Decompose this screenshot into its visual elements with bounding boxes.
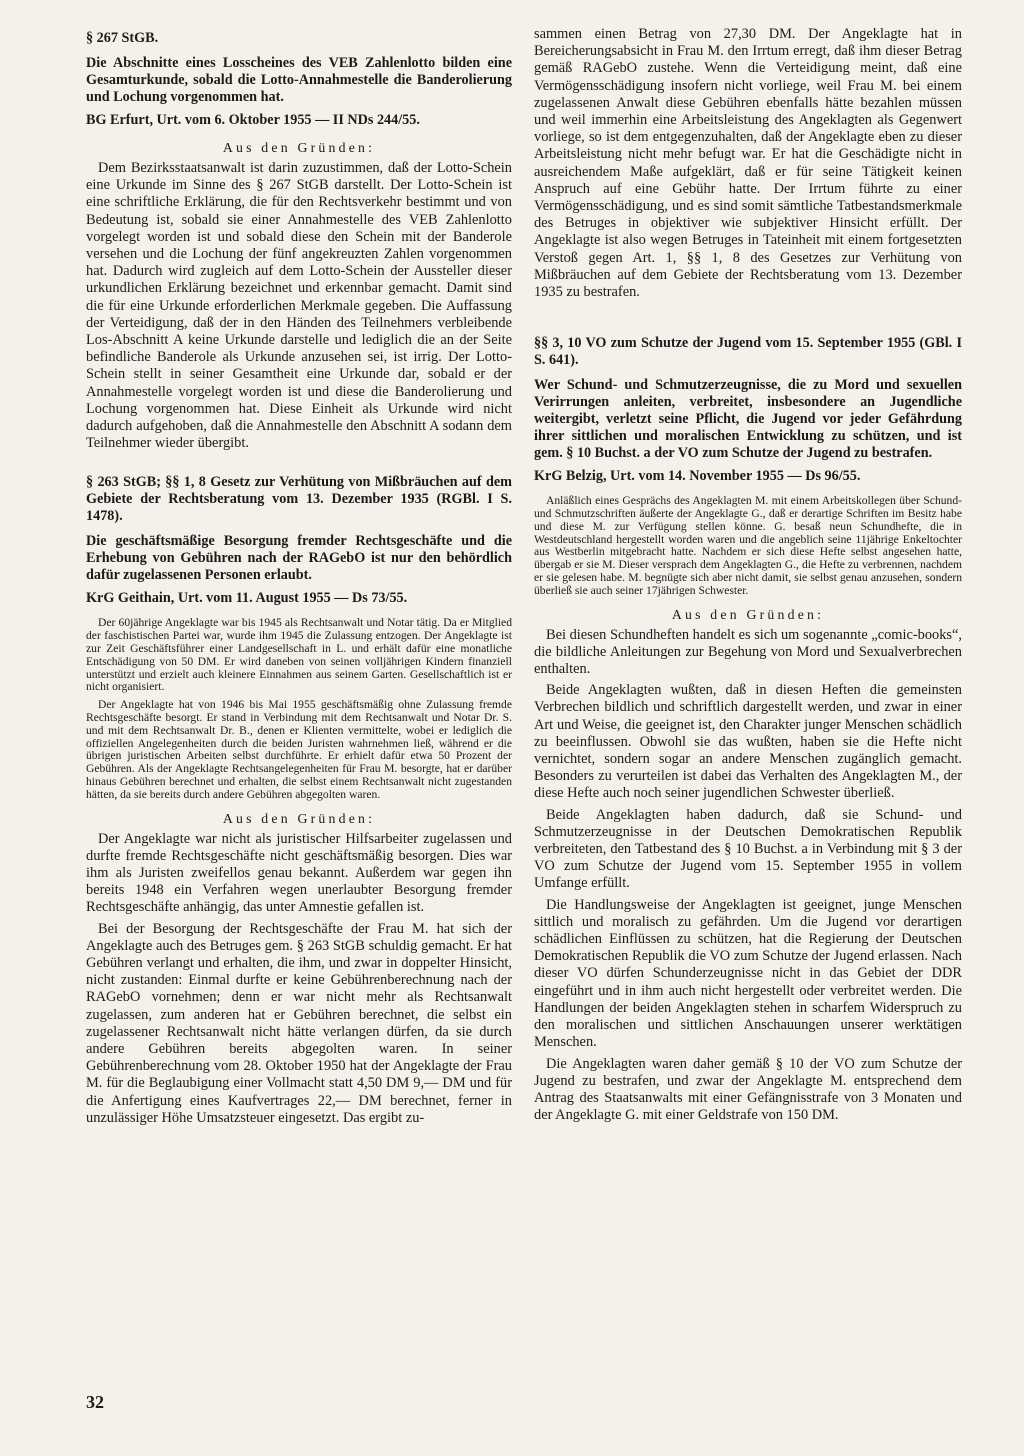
case3-paragraph-2: Beide Angeklagten wußten, daß in diesen Heften die gemeinsten Verbrechen bildlich und schriftlich dargestellt werden, und zwar in einer Art und Weise, die geeignet ist, den Charakter junger Menschen schädlich zu beeinflussen. Obwohl sie das wußten, haben sie die Hefte nicht vernichtet, sondern sogar an andere Menschen zugänglich gemacht. Besonders zu verurteilen ist dabei das Verhalten des Angeklagten M., der diese Hefte auch noch seiner jugendlichen Schwester überließ. [534, 682, 962, 802]
case2-paragraph-3: sammen einen Betrag von 27,30 DM. Der Angeklagte hat in Bereicherungsabsicht in Frau M. den Irrtum erregt, daß ihm dieser Betrag gemäß RAGebO zustehe. Wenn die Verteidigung meint, daß eine Vermögensschädigung insofern nicht vorliege, weil Frau M. bei einem zugelassenen Anwalt diese Gebühren ebenfalls hätte bezahlen müssen und weil immerhin eine Arbeitsleistung des Angeklagten als Gegenwert vorliege, so ist dem entgegenzuhalten, daß der Angeklagte eben zu dieser Arbeitsleistung nicht mehr befugt war. Er hat die Geschädigte nicht in ausreichendem Maße aufgeklärt, daß er für seine Tätigkeit keinen Anspruch auf eine Gebühr hatte. Der Irrtum führte zu einer Vermögensschädigung, und es sind somit sämtliche Tatbestandsmerkmale des Betruges in objektiver wie subjektiver Hinsicht erfüllt. Der Angeklagte ist also wegen Betruges in Tateinheit mit einem fortgesetzten Verstoß gegen Art. 1, §§ 1, 8 des Gesetzes zur Verhütung von Mißbräuchen auf dem Gebiete der Rechtsberatung vom 13. Dezember 1935 zu bestrafen. [534, 26, 962, 301]
case2-leitsatz: Die geschäftsmäßige Besorgung fremder Rechtsgeschäfte und die Erhebung von Gebühren nach der RAGebO ist nur den behördlich dafür zugelassenen Personen erlaubt. [86, 533, 512, 584]
case3-paragraph-4: Die Handlungsweise der Angeklagten ist geeignet, junge Menschen sittlich und moralisch zu gefährden. Um die Jugend vor derartigen schädlichen Einflüssen zu schützen, hat die Regierung der Deutschen Demokratischen Republik die VO zum Schutze der Jugend erlassen. Nach dieser VO dürfen Schunderzeugnisse nicht in das Gebiet der DDR eingeführt und in ihm auch nicht hergestellt oder verbreitet werden. Die Handlungen der beiden Angeklagten stehen in scharfem Widerspruch zu den moralischen und sittlichen Anschauungen unserer werktätigen Menschen. [534, 896, 962, 1051]
case1-citation: § 267 StGB. [86, 30, 159, 46]
right-column [534, 26, 962, 1128]
case3-court: KrG Belzig, Urt. vom 14. November 1955 — Ds 96/55. [534, 468, 861, 485]
case1-court: BG Erfurt, Urt. vom 6. Oktober 1955 — II NDs 244/55. [86, 112, 420, 128]
case2-paragraph-1: Der Angeklagte war nicht als juristischer Hilfsarbeiter zugelassen und durfte fremde Rechtsgeschäfte nicht geschäftsmäßig besorgen. Dies war ihm als Juristen zweifellos genau bekannt. Außerdem war gegen ihn bereits 1948 ein Verfahren wegen unerlaubter Besorgung fremder Rechtsgeschäfte anhängig, das unter Amnestie gefallen ist. [86, 830, 512, 916]
case3-paragraph-3: Beide Angeklagten haben dadurch, daß sie Schund- und Schmutzerzeugnisse in der Deutschen Demokratischen Republik verbreiteten, den Tatbestand des § 10 Buchst. a in Verbindung mit § 3 der VO zum Schutze der Jugend vom 15. September 1955 in vollem Umfange erfüllt. [534, 806, 962, 892]
case3-leitsatz: Wer Schund- und Schmutzerzeugnisse, die zu Mord und sexuellen Verirrungen anleiten, verbreitet, insbesondere an Jugendliche weitergibt, verletzt seine Pflicht, die Jugend vor jeder Gefährdung ihrer sittlichen und moralischen Entwicklung zu schützen, und ist gem. § 10 Buchst. a der VO zum Schutze der Jugend zu bestrafen. [534, 377, 962, 462]
page-number: 32 [86, 1392, 104, 1412]
case1-leitsatz: Die Abschnitte eines Losscheines des VEB Zahlenlotto bilden eine Gesamturkunde, sobald die Lotto-Annahmestelle die Banderolierung und Lochung vorgenommen hat. [86, 55, 512, 105]
case2-facts-2: Der Angeklagte hat von 1946 bis Mai 1955 geschäftsmäßig ohne Zulassung fremde Rechtsgeschäfte besorgt. Er stand in Verbindung mit dem Rechtsanwalt und Notar Dr. S. und mit dem Rechtsanwalt Dr. B., denen er Klienten vermittelte, wobei er lediglich die offiziellen Angelegenheiten durch die beiden Juristen wahrnehmen ließ, während er die übrigen juristischen Arbeiten selbst durchführte. Er erhielt dafür etwa 50 Prozent der Gebühren. Als der Angeklagte Rechtsangelegenheiten für Frau M. besorgte, hat er darüber hinaus Gebühren berechnet und erhalten, die selbst einem Rechtsanwalt nicht zugestanden hätten, da sie bereits durch andere Gebühren abgegolten waren. [86, 698, 512, 801]
left-column [86, 26, 512, 1131]
case3-facts: Anläßlich eines Gesprächs des Angeklagten M. mit einem Arbeitskollegen über Schund- und Schmutzschriften äußerte der Angeklagte G., daß er derartige Schriften im Besitz habe und diese M. zur Verfügung stellen könne. G. besaß neun Schundhefte, die in Westdeutschland hergestellt worden waren und die angeblich seine 11jährige Enkeltochter aus Westberlin mitgebracht hatte. Nachdem er sich diese Hefte selbst angesehen hatte, übergab er sie M. Dieser versprach dem Angeklagten G., die Hefte zu verbrennen, nachdem er sie gelesen habe. M. begnügte sich aber nicht damit, sie selbst genau anzusehen, sondern überließ sie auch seiner 17jährigen Schwester. [534, 494, 962, 597]
case3-citation: §§ 3, 10 VO zum Schutze der Jugend vom 15. September 1955 (GBl. I S. 641). [534, 335, 962, 369]
case1-paragraph: Dem Bezirksstaatsanwalt ist darin zuzustimmen, daß der Lotto-Schein eine Urkunde im Sinne des § 267 StGB darstellt. Der Lotto-Schein ist eine schriftliche Erklärung, die für den Rechtsverkehr bestimmt und von Bedeutung ist, sobald sie einer Annahmestelle des VEB Zahlenlotto vorgelegt worden ist und sobald diese den Schein mit der Banderole versehen und die Lochung der fünf angekreuzten Zahlen vorgenommen hat. Dadurch wird zugleich auf dem Lotto-Schein der Aussteller dieser urkundlichen Erklärung bezeichnet und erkennbar gemacht. Damit sind die für eine Urkunde erforderlichen Merkmale gegeben. Die Auffassung der Verteidigung, daß der in den Händen des Teilnehmers verbleibende Los-Abschnitt A keine Urkunde darstelle und lediglich die an der Seite befindliche Banderole als Urkunde anzusehen sei, ist irrig. Der Lotto-Schein stellt in seiner Gesamtheit eine Urkunde dar, sobald er der Annahmestelle vorgelegt worden ist und diese die Banderolierung und Lochung vorgenommen hat. Diese Einheit als Urkunde wird nicht dadurch aufgehoben, daß die Annahmestelle den Abschnitt A sodann dem Teilnehmer wieder übergibt. [86, 160, 512, 452]
case3-paragraph-1: Bei diesen Schundheften handelt es sich um sogenannte „comic-books“, die bildliche Anleitungen zur Begehung von Mord und Sexualverbrechen enthalten. [534, 626, 963, 678]
case3-paragraph-5: Die Angeklagten waren daher gemäß § 10 der VO zum Schutze der Jugend zu bestrafen, und zwar der Angeklagte M. entsprechend dem Antrag des Staatsanwalts mit einer Gefängnisstrafe von 3 Monaten und der Angeklagte G. mit einer Geldstrafe von 150 DM. [534, 1055, 962, 1124]
case1-heading: Aus den Gründen: [222, 140, 376, 155]
case2-paragraph-2: Bei der Besorgung der Rechtsgeschäfte der Frau M. hat sich der Angeklagte auch des Betruges gem. § 263 StGB schuldig gemacht. Er hat Gebühren verlangt und erhalten, die ihm, und zwar in doppelter Hinsicht, nicht zustanden: Einmal durfte er keine Gebührenberechnung nach der RAGebO vornehmen; denn er war nicht mehr als Rechtsanwalt zugelassen, zum anderen hat er Gebühren berechnet, die selbst ein zugelassener Rechtsanwalt nicht hätte verlangen dürfen, da sie durch andere Gebühren bereits abgegolten waren. In seiner Gebührenberechnung vom 28. Oktober 1950 hat der Angeklagte der Frau M. für die Beglaubigung einer Vollmacht statt 4,50 DM 9,— DM und für die Anfertigung eines Kaufvertrages 22,— DM berechnet, ferner in unzulässiger Höhe Umsatzsteuer eingesetzt. Das ergibt zu- [86, 920, 512, 1126]
case2-facts-1: Der 60jährige Angeklagte war bis 1945 als Rechtsanwalt und Notar tätig. Da er Mitglied der faschistischen Partei war, wurde ihm 1945 die Zulassung entzogen. Der Angeklagte ist zur Zeit Geschäftsführer einer Landgesellschaft in L. und erhält dafür eine monatliche Entschädigung von 50 DM. Er wird daneben von seinen volljährigen Kindern finanziell unterstützt und erzielt auch kleinere Einnahmen aus seinem Garten. Gesellschaftlich ist er nicht organisiert. [86, 616, 512, 694]
case2-heading: Aus den Gründen: [222, 810, 376, 826]
case2-court: KrG Geithain, Urt. vom 11. August 1955 — Ds 73/55. [86, 590, 408, 607]
case2-citation: § 263 StGB; §§ 1, 8 Gesetz zur Verhütung von Mißbräuchen auf dem Gebiete der Rechtsberatung vom 13. Dezember 1935 (RGBl. I S. 1478). [86, 474, 512, 525]
case3-heading: Aus den Gründen: [671, 606, 825, 622]
